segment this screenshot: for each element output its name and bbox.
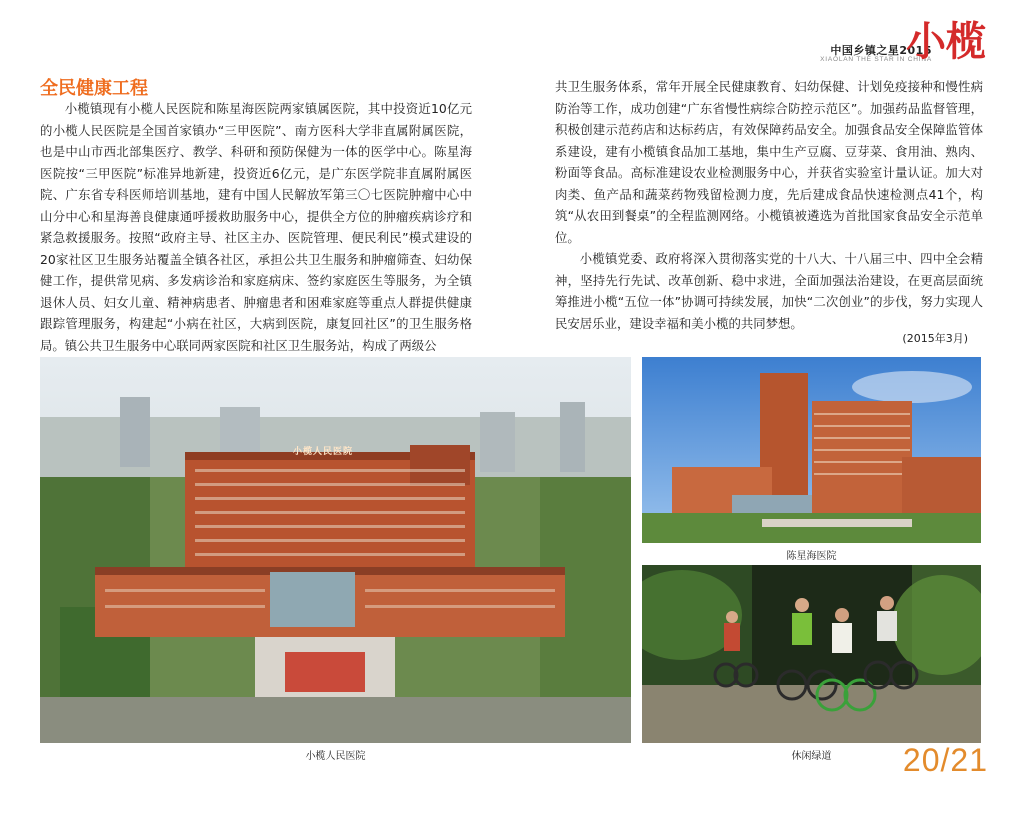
hospital-aerial-photo (40, 357, 631, 743)
right-paragraph-1: 共卫生服务体系，常年开展全民健康教育、妇幼保健、计划免疫接种和慢性病防治等工作，成功创建“广东省慢性病综合防控示范区”。加强药品监督管理，积极创建示范药店和达标药店，有效保障药品安全。加强食品安全保障监管体系建设，建有小榄镇食品加工基地，集中生产豆腐、豆芽菜、食用油、熟肉、粉面等食品。高标准建设农业检测服务中心，并获省实验室计量认证。加大对肉类、鱼产品和蔬菜药物残留检测力度，先后建成食品快速检测点41个，构筑“从农田到餐桌”的全程监测网络。小榄镇被遴选为首批国家食品安全示范单位。 (555, 79, 983, 245)
greenway-cycling-caption: 休闲绿道 (791, 751, 832, 762)
article-left-column (40, 98, 472, 356)
hospital-aerial-caption: 小榄人民医院 (305, 751, 366, 762)
right-paragraph-2: 小榄镇党委、政府将深入贯彻落实党的十八大、十八届三中、四中全会精神，坚持先行先试、改革创新、稳中求进，全面加强法治建设，在更高层面统筹推进小榄“五位一体”协调可持续发展，加快“二次创业”的步伐，努力实现人民安居乐业，建设幸福和美小榄的共同梦想。 (555, 251, 983, 331)
hospital-sign: 小榄人民医院 (293, 447, 354, 457)
brand-logo (786, 18, 986, 68)
page-number: 20/21 (902, 742, 988, 778)
article-date: (2015年3月) (902, 332, 968, 345)
chen-xinghai-hospital-photo (642, 357, 981, 543)
article-right-column (555, 76, 983, 334)
brand-small-text: 中国乡镇之星2015 (830, 44, 932, 57)
chen-xinghai-hospital-caption: 陈星海医院 (786, 551, 837, 562)
brand-sub-text: XIAOLAN THE STAR IN CHINA (820, 56, 932, 63)
brand-big-text: 小榄 (906, 18, 986, 65)
article-title: 全民健康工程 (40, 78, 148, 99)
left-paragraph-1: 小榄镇现有小榄人民医院和陈星海医院两家镇属医院，其中投资近10亿元的小榄人民医院是全国首家镇办“三甲医院”、南方医科大学非直属附属医院，也是中山市西北部集医疗、教学、科研和预防保健为一体的医学中心。陈星海医院按“三甲医院”标准异地新建，投资近6亿元，是广东医学院非直属附属医院、广东省专科医师培训基地，建有中国人民解放军第三〇七医院肿瘤中心中山分中心和星海善良健康通呼援救助服务中心，提供全方位的肿瘤疾病诊疗和紧急救援服务。按照“政府主导、社区主办、医院管理、便民利民”模式建设的20家社区卫生服务站覆盖全镇各社区，承担公共卫生服务和肿瘤筛查、妇幼保健工作，提供常见病、多发病诊治和家庭病床、签约家庭医生等服务，为全镇退休人员、妇女儿童、精神病患者、肿瘤患者和困难家庭等重点人群提供健康跟踪管理服务，构建起“小病在社区，大病到医院，康复回社区”的卫生服务格局。镇公共卫生服务中心联同两家医院和社区卫生服务站，构成了两级公 (40, 101, 472, 353)
greenway-cycling-photo (642, 565, 981, 743)
